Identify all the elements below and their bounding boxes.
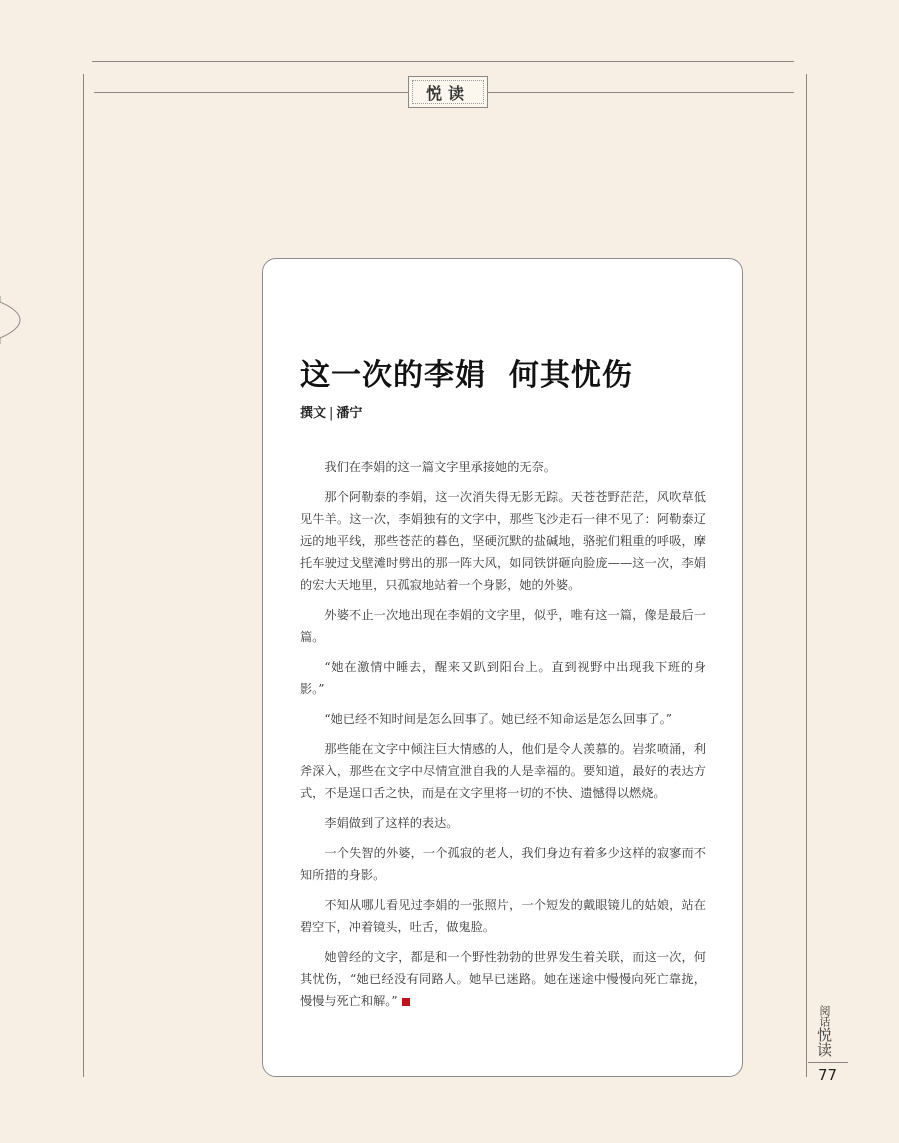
right-margin-rule [806, 74, 807, 1077]
paragraph: 李娟做到了这样的表达。 [324, 816, 459, 830]
byline-label: 撰文 [300, 406, 327, 421]
magazine-name-small: 阅话 [818, 1005, 831, 1027]
magazine-name-big: 悦读 [815, 1027, 833, 1057]
page-number: 77 [818, 1066, 838, 1084]
end-mark-icon [402, 998, 410, 1006]
page-number-rule [808, 1062, 848, 1063]
byline-separator: | [329, 406, 334, 421]
section-header-box [408, 76, 488, 108]
article-body [300, 456, 706, 1020]
byline [300, 402, 362, 421]
left-margin-rule [83, 74, 84, 1077]
header-rule-right [488, 92, 794, 93]
paragraph-text: 她曾经的文字，都是和一个野性勃勃的世界发生着关联，而这一次，何其忧伤，“她已经没有同路人。她早已迷路。她在迷途中慢慢向死亡靠拢，慢慢与死亡和解。” [300, 950, 706, 1008]
paragraph: 一个失智的外婆，一个孤寂的老人，我们身边有着多少这样的寂寥而不知所措的身影。 [300, 846, 706, 882]
article-title: 这一次的李娟 何其忧伤 [300, 358, 633, 393]
paragraph: 那个阿勒泰的李娟，这一次消失得无影无踪。天苍苍野茫茫，风吹草低见牛羊。这一次，李娟独有的文字中，那些飞沙走石一律不见了：阿勒泰辽远的地平线，那些苍茫的暮色，坚硬沉默的盐碱地，骆驼们粗重的呼吸，摩托车驶过戈壁滩时劈出的那一阵大风，如同铁饼砸向脸庞——这一次，李娟的宏大天地里，只孤寂地站着一个身影，她的外婆。 [300, 490, 706, 592]
paragraph-last [300, 946, 706, 1012]
section-label: 悦读 [425, 83, 470, 103]
author-name: 潘宁 [336, 406, 363, 421]
paragraph: 我们在李娟的这一篇文字里承接她的无奈。 [324, 460, 556, 474]
top-rule [92, 61, 794, 62]
paragraph: 外婆不止一次地出现在李娟的文字里，似乎，唯有这一篇，像是最后一篇。 [300, 608, 706, 644]
paragraph: “她在激情中睡去，醒来又趴到阳台上。直到视野中出现我下班的身影。” [300, 660, 706, 696]
header-rule-left [94, 92, 408, 93]
paragraph: “她已经不知时间是怎么回事了。她已经不知命运是怎么回事了。” [324, 712, 673, 726]
paragraph: 那些能在文字中倾注巨大情感的人，他们是令人羡慕的。岩浆喷涌，利斧深入，那些在文字中尽情宣泄自我的人是幸福的。要知道，最好的表达方式，不是逞口舌之快，而是在文字里将一切的不快、遗憾得以燃烧。 [300, 742, 706, 800]
paragraph: 不知从哪儿看见过李娟的一张照片，一个短发的戴眼镜儿的姑娘，站在碧空下，冲着镜头，吐舌，做鬼脸。 [300, 898, 706, 934]
magazine-side-label [814, 1005, 835, 1057]
card-notch-decoration [0, 296, 22, 344]
